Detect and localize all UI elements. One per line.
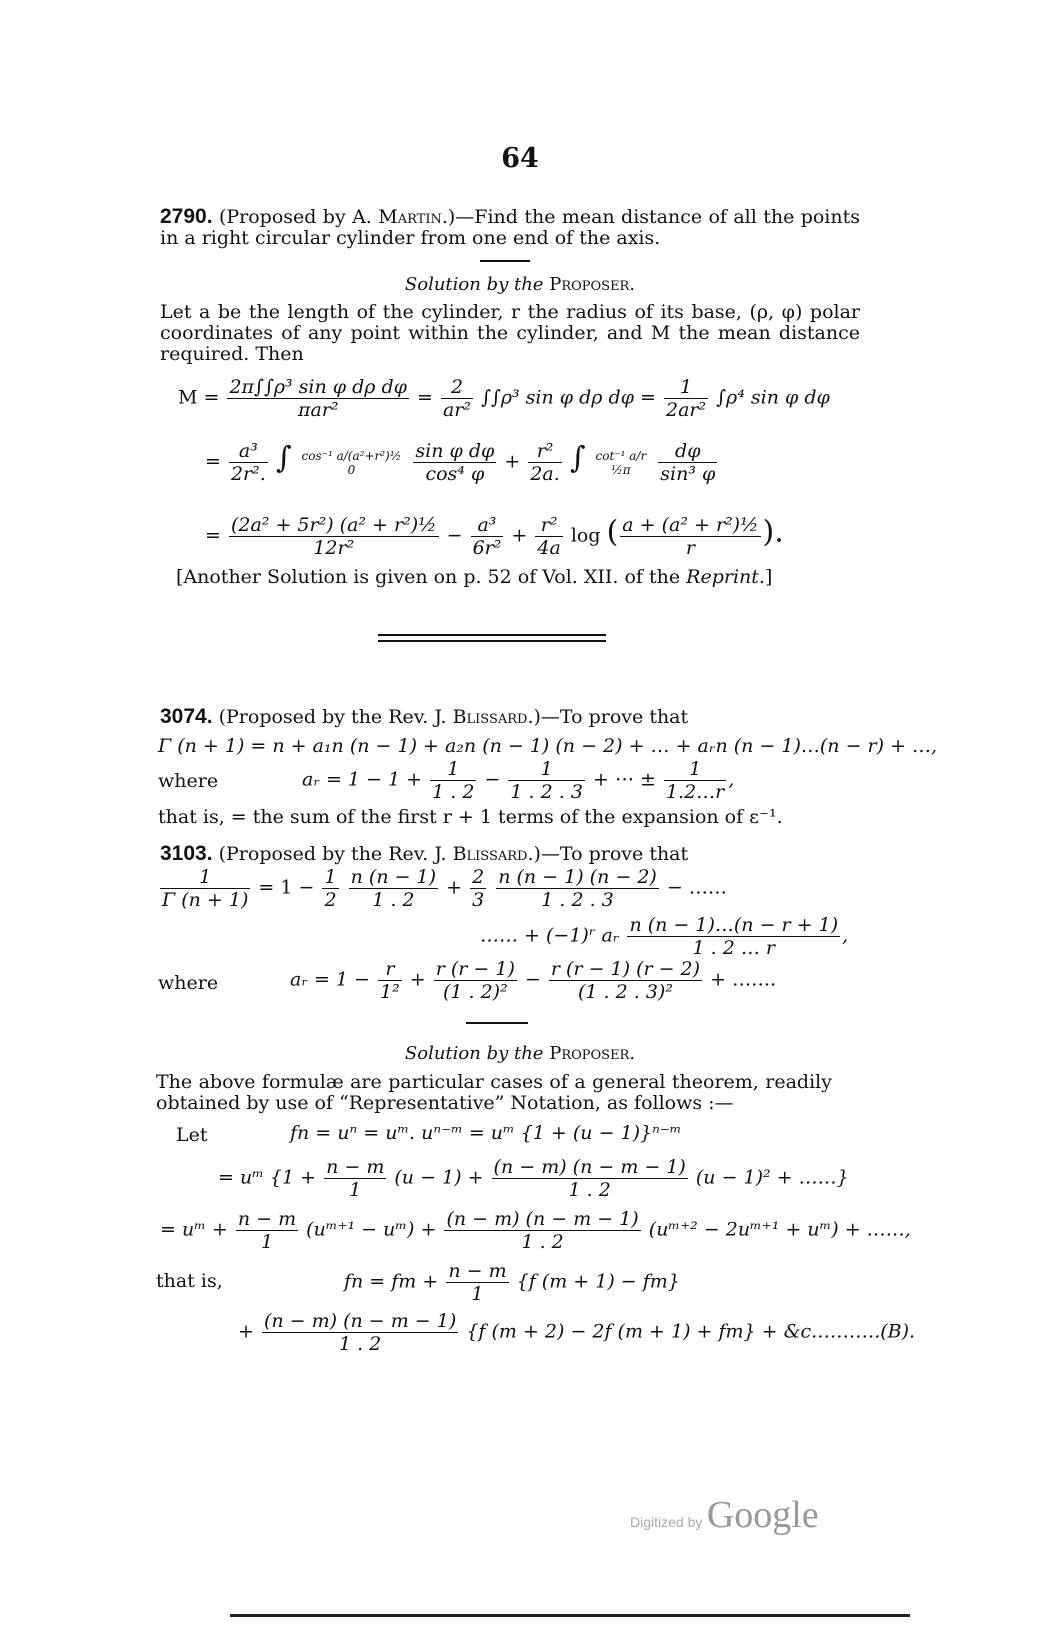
eq-text: + bbox=[409, 968, 426, 991]
problem-number: 3074. bbox=[160, 705, 213, 728]
equation-3074-ar bbox=[302, 758, 734, 803]
proposer-name: Blissard bbox=[452, 843, 528, 865]
eq-text: = 1 − bbox=[258, 876, 315, 899]
eq-text: (uᵐ⁺¹ − uᵐ) + bbox=[306, 1218, 437, 1241]
eq-text: (u − 1) + bbox=[394, 1166, 484, 1189]
google-logo-text: Google bbox=[706, 1494, 819, 1536]
numerator: dφ bbox=[658, 440, 717, 463]
equation-2790-line2 bbox=[205, 440, 719, 485]
equation-let: fn = uⁿ = uᵐ. uⁿ⁻ᵐ = uᵐ {1 + (u − 1)}ⁿ⁻ᵐ bbox=[290, 1122, 682, 1144]
denominator: 1 . 2 bbox=[568, 1179, 611, 1201]
denominator: Γ (n + 1) bbox=[162, 889, 249, 911]
equation-3103-line2 bbox=[480, 914, 848, 959]
fraction bbox=[658, 440, 717, 485]
eq-text: …… + (−1)ʳ aᵣ bbox=[480, 924, 620, 947]
eq-text: + bbox=[238, 1320, 254, 1343]
eq-text: aᵣ = 1 − 1 + bbox=[302, 768, 423, 791]
numerator: a³ bbox=[229, 440, 268, 463]
eq-text: aᵣ = 1 − bbox=[290, 968, 370, 991]
fraction bbox=[444, 1208, 640, 1253]
numerator: 2π∫∫ρ³ sin φ dρ dφ bbox=[229, 376, 407, 398]
equation-2790-line1 bbox=[178, 376, 830, 421]
problem-number: 3103. bbox=[160, 842, 213, 865]
numerator: (n − m) (n − m − 1) bbox=[493, 1156, 686, 1178]
integral-limits bbox=[594, 449, 649, 477]
solution-heading-italic: Solution by the bbox=[404, 274, 544, 295]
eq-text: (u − 1)² + ……} bbox=[695, 1166, 849, 1189]
denominator: 3 bbox=[472, 889, 485, 911]
where-label: where bbox=[158, 770, 219, 792]
equation-expansion-2 bbox=[160, 1208, 911, 1253]
fraction bbox=[324, 1156, 386, 1201]
fraction bbox=[508, 758, 585, 803]
equation-3103-line1 bbox=[158, 866, 727, 911]
denominator: 4a bbox=[537, 537, 561, 559]
numerator: r bbox=[378, 958, 402, 981]
denominator: 1 bbox=[471, 1283, 484, 1305]
lower-limit: ½π bbox=[611, 462, 631, 477]
integral-limits bbox=[300, 449, 404, 477]
thatis-text: = the sum of the first r + 1 terms of the expansion of ε⁻¹. bbox=[230, 806, 783, 828]
fraction bbox=[664, 376, 708, 421]
numerator: a + (a² + r²)½ bbox=[622, 514, 759, 536]
problem-number: 2790. bbox=[160, 205, 213, 228]
eq-text: − bbox=[484, 768, 501, 791]
proposer-prefix: (Proposed by the Rev. J. bbox=[218, 843, 447, 865]
note-text: ] bbox=[764, 566, 773, 588]
denominator: 1 bbox=[349, 1179, 362, 1201]
denominator: 1 . 2 . 3 bbox=[510, 781, 583, 803]
fraction bbox=[229, 514, 439, 559]
integral-sign: ∫ bbox=[275, 440, 292, 476]
fraction bbox=[627, 914, 840, 959]
equation-3074-gamma: Γ (n + 1) = n + a₁n (n − 1) + a₂n (n − 1) (n − 2) + … + aᵣn (n − 1)…(n − r) + …, bbox=[158, 735, 938, 757]
proposer-suffix: .)—Find the mean distance of all the points in a right circular cylinder from one end of the axis. bbox=[160, 206, 861, 249]
eq-text: = bbox=[205, 524, 221, 547]
numerator: (2a² + 5r²) (a² + r²)½ bbox=[230, 514, 437, 536]
solution-heading bbox=[0, 1043, 1040, 1064]
numerator: n (n − 1) (n − 2) bbox=[498, 866, 657, 888]
numerator: r (r − 1) bbox=[435, 958, 515, 980]
numerator: 1 bbox=[664, 758, 726, 781]
numerator: n − m bbox=[448, 1260, 507, 1282]
lower-limit: 0 bbox=[347, 462, 356, 477]
fraction bbox=[446, 1260, 508, 1305]
fraction bbox=[227, 376, 409, 421]
denominator: (1 . 2)² bbox=[442, 981, 508, 1003]
numerator: sin φ dφ bbox=[415, 440, 495, 462]
denominator: 2r². bbox=[230, 463, 266, 485]
eq-text: + ⋯ ± bbox=[592, 768, 656, 791]
equation-3103-ar bbox=[290, 958, 776, 1003]
eq-text: {f (m + 2) − 2f (m + 1) + fm} + &c.……….(B). bbox=[466, 1320, 916, 1343]
eq-text: ∫ρ⁴ sin φ dφ bbox=[716, 386, 830, 409]
fraction bbox=[441, 376, 473, 421]
separator-rule-top bbox=[378, 634, 606, 636]
proposer-name: Blissard bbox=[452, 706, 528, 728]
numerator: a³ bbox=[471, 514, 504, 537]
google-watermark bbox=[630, 1493, 819, 1537]
denominator: 1 . 2 bbox=[521, 1231, 564, 1253]
fraction bbox=[535, 514, 562, 559]
solution-heading-italic: Solution by the bbox=[404, 1043, 544, 1064]
fraction bbox=[229, 440, 268, 485]
upper-limit: cos⁻¹ a/(a²+r²)½ bbox=[301, 448, 402, 463]
eq-text: + bbox=[511, 524, 528, 547]
denominator: (1 . 2 . 3)² bbox=[578, 981, 673, 1003]
proposer-prefix: (Proposed by the Rev. J. bbox=[218, 706, 447, 728]
proposer-suffix: .)—To prove that bbox=[527, 843, 689, 865]
denominator: 1 . 2 bbox=[372, 889, 415, 911]
eq-text: (uᵐ⁺² − 2uᵐ⁺¹ + uᵐ) + ……, bbox=[648, 1218, 911, 1241]
numerator: 1 bbox=[508, 758, 585, 781]
numerator: n − m bbox=[326, 1156, 385, 1178]
integral-sign: ∫ bbox=[569, 440, 586, 476]
proposer-suffix: .)—To prove that bbox=[527, 706, 689, 728]
fraction bbox=[620, 514, 760, 559]
eq-text: log bbox=[570, 524, 601, 547]
eq-text: − bbox=[524, 968, 541, 991]
fraction bbox=[160, 866, 250, 911]
fraction bbox=[413, 440, 496, 485]
numerator: n − m bbox=[237, 1208, 297, 1230]
denominator: πar² bbox=[297, 399, 339, 421]
denominator: cos⁴ φ bbox=[425, 463, 485, 485]
equation-expansion-1 bbox=[218, 1156, 849, 1201]
solution-heading-name: Proposer. bbox=[549, 274, 636, 295]
page-number: 64 bbox=[501, 143, 539, 174]
fraction bbox=[549, 958, 702, 1003]
let-label: Let bbox=[176, 1124, 208, 1146]
eq-text: = uᵐ + bbox=[160, 1218, 228, 1241]
fraction bbox=[322, 866, 338, 911]
solution-heading-name: Proposer. bbox=[549, 1043, 636, 1064]
eq-text: , bbox=[728, 768, 735, 791]
denominator: sin³ φ bbox=[660, 463, 716, 485]
eq-text: = uᵐ {1 + bbox=[218, 1166, 317, 1189]
short-rule bbox=[480, 260, 530, 262]
numerator: n (n − 1) bbox=[350, 866, 437, 888]
eq-text: + ……. bbox=[710, 968, 777, 991]
eq-text: , bbox=[842, 924, 849, 947]
bottom-edge-line bbox=[230, 1614, 910, 1617]
denominator: r bbox=[685, 537, 695, 559]
denominator: 1 . 2 bbox=[338, 1333, 382, 1355]
solution-heading bbox=[0, 274, 1040, 295]
thatis-line bbox=[158, 806, 783, 828]
note-italic: Reprint. bbox=[686, 566, 765, 588]
denominator: 1² bbox=[380, 981, 400, 1003]
numerator: 1 bbox=[430, 758, 476, 781]
denominator: 1 bbox=[260, 1231, 274, 1253]
eq-text: − …… bbox=[666, 876, 727, 899]
numerator: (n − m) (n − m − 1) bbox=[263, 1310, 457, 1332]
fraction bbox=[470, 866, 486, 911]
eq-text: M = bbox=[178, 386, 220, 409]
equation-thatis-2 bbox=[238, 1310, 915, 1355]
fraction bbox=[430, 758, 476, 803]
denominator: 1 . 2 … r bbox=[692, 937, 776, 959]
upper-limit: cot⁻¹ a/r bbox=[595, 448, 647, 463]
denominator: 6r² bbox=[472, 537, 502, 559]
short-rule bbox=[466, 1022, 528, 1024]
proposer-prefix: (Proposed by A. bbox=[218, 206, 372, 228]
fraction bbox=[236, 1208, 298, 1253]
separator-rule-bottom bbox=[378, 640, 606, 642]
digitized-by-text: Digitized by bbox=[630, 1514, 703, 1530]
eq-text: − bbox=[446, 524, 463, 547]
eq-text: + bbox=[504, 450, 521, 473]
numerator: r² bbox=[528, 440, 561, 463]
denominator: 1 . 2 . 3 bbox=[541, 889, 614, 911]
numerator: 1 bbox=[324, 866, 337, 888]
problem-2790-statement bbox=[160, 206, 860, 249]
problem-3103-statement bbox=[160, 843, 860, 865]
fraction bbox=[528, 440, 561, 485]
denominator: 2 bbox=[324, 889, 337, 911]
numerator: n (n − 1)…(n − r + 1) bbox=[629, 914, 839, 936]
fraction bbox=[434, 958, 517, 1003]
fraction bbox=[492, 1156, 688, 1201]
problem-3074-statement bbox=[160, 706, 860, 728]
denominator: 1 . 2 bbox=[432, 781, 475, 803]
numerator: r (r − 1) (r − 2) bbox=[550, 958, 701, 980]
denominator: 2a. bbox=[530, 463, 560, 485]
fraction bbox=[262, 1310, 458, 1355]
problem-3103-body: The above formulæ are particular cases of a general theorem, readily obtained by use of “Representative” Notation, as follows :— bbox=[156, 1071, 832, 1114]
eq-text: + bbox=[446, 876, 463, 899]
another-solution-note bbox=[176, 566, 772, 588]
fraction bbox=[471, 514, 504, 559]
fraction bbox=[664, 758, 726, 803]
denominator: 12r² bbox=[313, 537, 355, 559]
thatis-label: that is, bbox=[158, 806, 225, 828]
eq-text: = bbox=[417, 386, 433, 409]
problem-2790-body: Let a be the length of the cylinder, r the radius of its base, (ρ, φ) polar coordinates of any point within the cylinder, and M the mean distance required. Then bbox=[160, 301, 860, 365]
where-label: where bbox=[158, 972, 219, 994]
numerator: 2 bbox=[441, 376, 473, 399]
eq-text: fn = fm + bbox=[344, 1270, 439, 1293]
note-text: [Another Solution is given on p. 52 of Vol. XII. of the bbox=[176, 566, 681, 588]
fraction bbox=[496, 866, 659, 911]
denominator: 2ar² bbox=[665, 399, 707, 421]
denominator: ar² bbox=[442, 399, 472, 421]
proposer-name: Martin bbox=[378, 206, 442, 228]
eq-text: {f (m + 1) − fm} bbox=[516, 1270, 680, 1293]
numerator: r² bbox=[535, 514, 562, 537]
denominator: 1.2…r bbox=[665, 781, 725, 803]
eq-text: = bbox=[205, 450, 221, 473]
numerator: (n − m) (n − m − 1) bbox=[446, 1208, 639, 1230]
fraction bbox=[349, 866, 438, 911]
fraction bbox=[378, 958, 402, 1003]
eq-text: ∫∫ρ³ sin φ dρ dφ = bbox=[481, 386, 656, 409]
numerator: 1 bbox=[160, 866, 250, 889]
equation-thatis-1 bbox=[344, 1260, 680, 1305]
numerator: 2 bbox=[472, 866, 485, 888]
numerator: 1 bbox=[664, 376, 708, 399]
thatis-label: that is, bbox=[156, 1270, 223, 1292]
equation-2790-line3: = $\frac{\text{(2a² + 5r²) (a² + r²)½}}{\text{12r²}}$ − $\frac{\text{a³}}{\text{6r²}}$ + $\frac{\text{r²}}{4a}$ log ( $\frac{\text{a + (a² + r²)½}}{r}$ ). bbox=[205, 514, 784, 559]
